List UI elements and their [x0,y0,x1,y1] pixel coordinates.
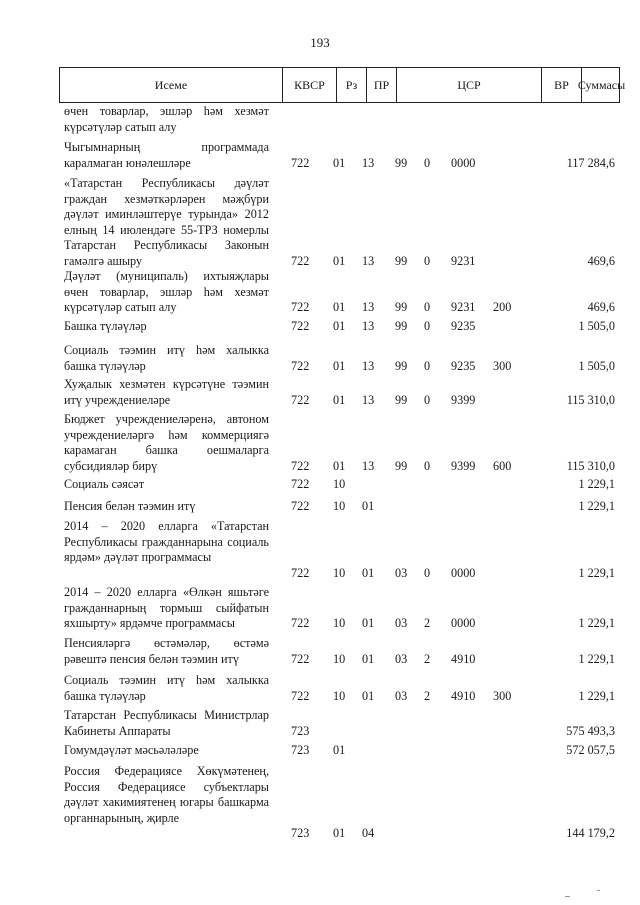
header-sum: Суммасы [577,77,626,92]
row-rz: 01 [333,392,346,407]
row-pr: 04 [362,826,375,841]
row-kvsr: 722 [291,565,310,580]
header-csr: ЦСР [397,68,542,102]
row-kvsr: 722 [291,392,310,407]
row-dir: 0000 [451,616,476,631]
row-name: «Татарстан Республикасы дәүләт граждан хезмәткәрләрен мәҗбүри дәүләт иминләштерүе турында» 2012 елның 14 июлендәге 55-ТРЗ номерлы Татарстан Республикасы Законын гамәлгә ашыру [64,176,269,268]
row-sum: 469,6 [587,254,615,268]
row-pr: 01 [362,688,375,703]
row-rz: 01 [333,319,346,333]
row-sum: 117 284,6 [566,155,615,170]
row-sum: 1 505,0 [578,319,615,333]
row-sub: 0 [424,458,431,473]
row-sum: 1 229,1 [578,477,615,491]
row-name: Хуҗалык хезмәтен күрсәтүне тәэмин итү учреждениеләре [64,377,269,407]
row-dir: 9399 [451,392,476,407]
row-rz: 10 [333,499,346,513]
row-sum: 575 493,3 [566,723,615,738]
row-kvsr: 722 [291,499,310,513]
row-rz: 01 [333,743,346,757]
row-rz: 01 [333,155,346,170]
row-kvsr: 723 [291,826,310,841]
row-sum: 1 229,1 [578,688,615,703]
row-kvsr: 722 [291,458,310,473]
row-name: Татарстан Республикасы Министрлар Кабинеты Аппараты [64,708,269,738]
row-name: Социаль тәэмин итү һәм халыкка башка түләүләр [64,673,269,703]
row-sum: 115 310,0 [566,458,615,473]
row-dir: 9231 [451,254,476,268]
row-prog: 03 [395,688,408,703]
row-sum: 1 505,0 [578,358,615,373]
row-dir: 9399 [451,458,476,473]
row-dir: 4910 [451,688,476,703]
row-rz: 01 [333,358,346,373]
row-name: өчен товарлар, эшләр һәм хезмәт күрсәтүләр сатып алу [64,104,269,134]
row-sub: 0 [424,358,431,373]
row-kvsr: 722 [291,477,310,491]
row-kvsr: 722 [291,688,310,703]
row-sum: 1 229,1 [578,616,615,631]
row-rz: 10 [333,688,346,703]
row-name: Россия Федерациясе Хөкүмәтенең, Россия Федерациясе субъектлары дәүләт хакимиятенең югары башкарма органнарының, җирле [64,764,269,825]
row-dir: 9235 [451,358,476,373]
row-kvsr: 723 [291,743,310,757]
row-pr: 13 [362,254,375,268]
row-name: Гомумдәүләт мәсьәләләре [64,743,199,757]
row-name: Дәүләт (муниципаль) ихтыяҗлары өчен товарлар, эшләр һәм хезмәт күрсәтүләр сатып алу [64,269,269,315]
row-dir: 9231 [451,300,476,315]
row-prog: 03 [395,565,408,580]
row-sum: 469,6 [587,300,615,315]
row-dir: 4910 [451,651,476,666]
row-prog: 03 [395,651,408,666]
row-sum: 1 229,1 [578,651,615,666]
row-name: Пенсияләргә өстәмәләр, өстәмә рәвештә пенсия белән тәэмин итү [64,636,269,666]
row-dir: 9235 [451,319,476,333]
scan-mark [597,890,600,891]
row-prog: 99 [395,392,408,407]
row-rz: 01 [333,826,346,841]
scan-mark [565,896,570,897]
header-kvsr: КВСР [283,68,337,102]
row-name: Башка түләүләр [64,319,147,333]
row-prog: 99 [395,458,408,473]
row-rz: 10 [333,616,346,631]
row-name: Социаль тәэмин итү һәм халыкка башка түләүләр [64,343,269,373]
header-pr: ПР [367,68,397,102]
row-kvsr: 722 [291,616,310,631]
row-sub: 0 [424,319,431,333]
row-pr: 13 [362,155,375,170]
row-name: Бюджет учреждениеләренә, автоном учреждениеләргә һәм коммерциягә карамаган башка оешмаларга субсидияләр бирү [64,412,269,473]
row-prog: 99 [395,155,408,170]
row-pr: 13 [362,300,375,315]
row-dir: 0000 [451,155,476,170]
row-vr: 600 [493,458,512,473]
row-sub: 2 [424,651,431,666]
row-dir: 0000 [451,565,476,580]
row-kvsr: 722 [291,651,310,666]
row-kvsr: 722 [291,254,310,268]
row-prog: 03 [395,616,408,631]
row-sum: 144 179,2 [566,826,615,841]
row-rz: 10 [333,477,346,491]
row-sub: 2 [424,688,431,703]
row-kvsr: 722 [291,358,310,373]
row-rz: 01 [333,254,346,268]
row-pr: 13 [362,458,375,473]
row-sub: 0 [424,565,431,580]
row-sub: 0 [424,300,431,315]
row-rz: 10 [333,565,346,580]
header-name: Исеме [60,68,283,102]
row-prog: 99 [395,319,408,333]
row-sum: 115 310,0 [566,392,615,407]
row-rz: 10 [333,651,346,666]
row-vr: 200 [493,300,512,315]
row-rz: 01 [333,300,346,315]
row-sub: 0 [424,392,431,407]
row-pr: 13 [362,392,375,407]
row-sub: 0 [424,155,431,170]
row-sub: 2 [424,616,431,631]
row-rz: 01 [333,458,346,473]
row-name: Социаль сәясәт [64,477,145,491]
row-pr: 01 [362,651,375,666]
row-kvsr: 722 [291,319,310,333]
table-header [59,67,626,103]
row-kvsr: 722 [291,155,310,170]
row-pr: 01 [362,616,375,631]
page-number: 193 [310,35,330,50]
row-kvsr: 723 [291,723,310,738]
row-pr: 01 [362,565,375,580]
row-name: Пенсия белән тәэмин итү [64,499,196,513]
row-name: 2014 – 2020 елларга «Өлкән яшьтәге гражданнарның тормыш сыйфатын яхшырту» ярдәмче программасы [64,585,269,631]
row-prog: 99 [395,254,408,268]
row-pr: 01 [362,499,375,513]
row-kvsr: 722 [291,300,310,315]
row-sub: 0 [424,254,431,268]
row-vr: 300 [493,358,512,373]
row-prog: 99 [395,358,408,373]
header-rz: Рз [337,68,367,102]
row-name: Чыгымнарның программада каралмаган юнәлешләре [64,140,269,170]
row-sum: 1 229,1 [578,565,615,580]
row-vr: 300 [493,688,512,703]
row-prog: 99 [395,300,408,315]
header-vr: ВР [542,68,582,102]
row-pr: 13 [362,358,375,373]
row-name: 2014 – 2020 елларга «Татарстан Республикасы гражданнарына социаль ярдәм» дәүләт программасы [64,519,269,565]
row-sum: 572 057,5 [566,743,615,757]
row-pr: 13 [362,319,375,333]
row-sum: 1 229,1 [578,499,615,513]
